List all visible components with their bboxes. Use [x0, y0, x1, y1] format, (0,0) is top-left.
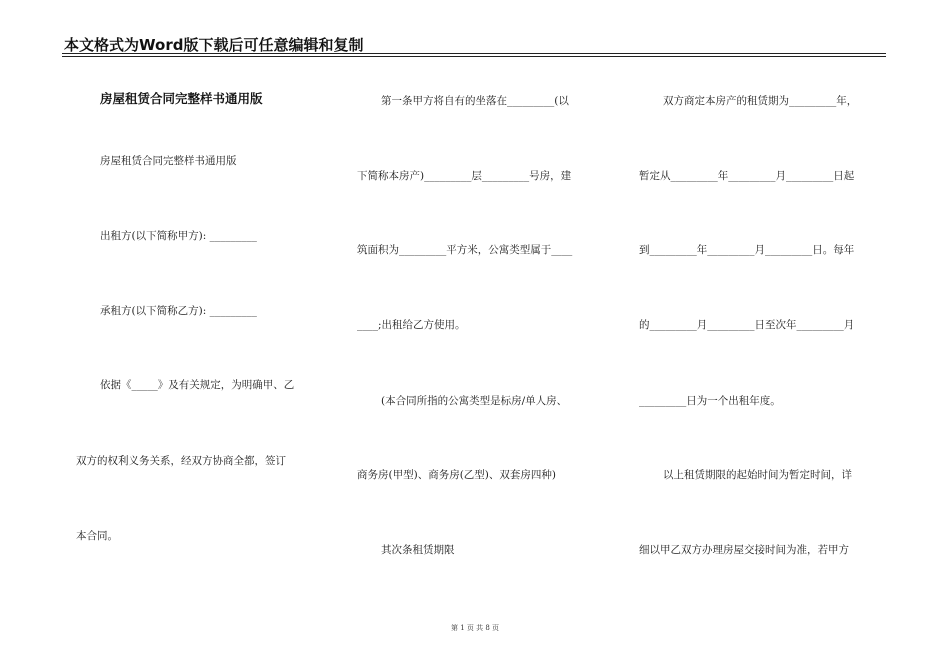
- section-heading: 其次条租赁期限: [381, 544, 455, 556]
- text-line: 双方的权利义务关系，经双方协商全都，签订: [76, 455, 286, 467]
- contract-title: 房屋租赁合同完整样书通用版: [100, 91, 263, 106]
- text-line: 筑面积为_________平方米，公寓类型属于____: [357, 244, 573, 256]
- text-line: 双方商定本房产的租赁期为_________年，: [663, 95, 858, 107]
- header-rule-top: [62, 53, 886, 54]
- text-line: 承租方(以下简称乙方): _________: [100, 305, 257, 317]
- text-line: 本合同。: [76, 530, 118, 542]
- text-line: 暂定从_________年_________月_________日起: [639, 170, 855, 182]
- header-title: 本文格式为Word版下载后可任意编辑和复制: [64, 36, 364, 54]
- text-line: 细以甲乙双方办理房屋交接时间为准，若甲方: [639, 544, 849, 556]
- text-line: 的_________月_________日至次年_________月: [639, 319, 855, 331]
- text-line: 房屋租赁合同完整样书通用版: [100, 155, 237, 167]
- text-line: (本合同所指的公寓类型是标房/单人房、: [381, 395, 568, 407]
- text-line: ____;出租给乙方使用。: [357, 319, 466, 331]
- page-number: 第 1 页 共 8 页: [450, 624, 500, 632]
- text-line: 依据《_____》及有关规定，为明确甲、乙: [100, 379, 295, 391]
- text-line: 出租方(以下简称甲方): _________: [100, 230, 257, 242]
- text-line: 第一条甲方将自有的坐落在_________(以: [381, 95, 569, 107]
- text-line: _________日为一个出租年度。: [639, 395, 781, 407]
- header-rule-bottom: [62, 56, 886, 57]
- text-line: 以上租赁期限的起始时间为暂定时间，详: [663, 469, 852, 481]
- text-line: 到_________年_________月_________日。每年: [639, 244, 855, 256]
- text-line: 下简称本房产)_________层_________号房，建: [357, 170, 572, 182]
- text-line: 商务房(甲型)、商务房(乙型)、双套房四种): [357, 469, 556, 481]
